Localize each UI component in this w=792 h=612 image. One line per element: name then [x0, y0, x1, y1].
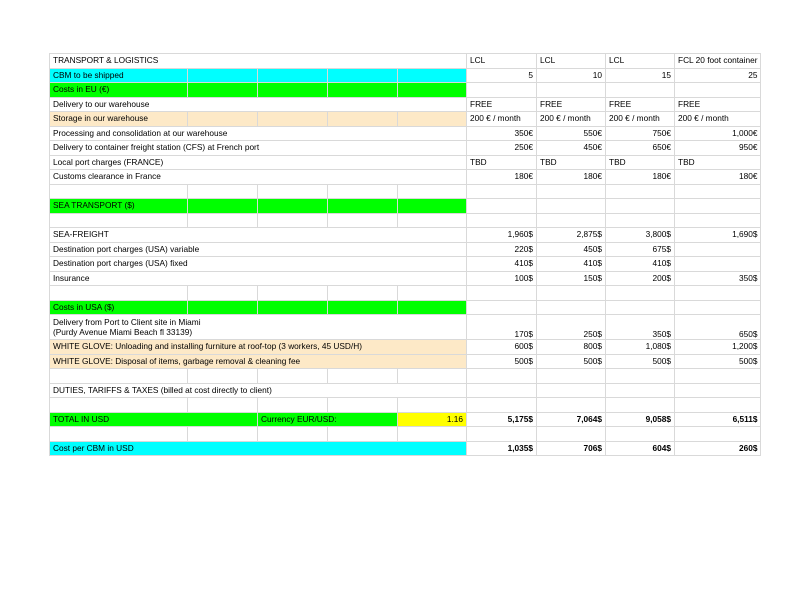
- cell: 250€: [467, 141, 537, 156]
- cell: 950€: [675, 141, 761, 156]
- cell: 1,080$: [606, 340, 675, 355]
- row-label: Storage in our warehouse: [50, 112, 188, 127]
- header-row: [50, 54, 761, 69]
- spacer-row: [50, 184, 761, 199]
- row-label: [50, 315, 467, 340]
- cell: 200 € / month: [467, 112, 537, 127]
- cell: 750€: [606, 126, 675, 141]
- cell: TBD: [675, 155, 761, 170]
- cell: TBD: [467, 155, 537, 170]
- logistics-cost-sheet: [49, 53, 761, 456]
- cell: 200 € / month: [675, 112, 761, 127]
- cell: 180€: [537, 170, 606, 185]
- row-label: Local port charges (FRANCE): [50, 155, 467, 170]
- cell: 650$: [675, 315, 761, 340]
- cell: FREE: [675, 97, 761, 112]
- per-cbm-value: 706$: [537, 441, 606, 456]
- cell: FREE: [606, 97, 675, 112]
- cbm-row: [50, 68, 761, 83]
- eu-section-row: [50, 83, 761, 98]
- cell: 500$: [467, 354, 537, 369]
- col-header-3: LCL: [606, 54, 675, 69]
- row-label: Destination port charges (USA) variable: [50, 242, 467, 257]
- cell: 800$: [537, 340, 606, 355]
- total-label: TOTAL IN USD: [50, 412, 258, 427]
- cell: 180€: [606, 170, 675, 185]
- cell: FREE: [467, 97, 537, 112]
- row-label-line-2: (Purdy Avenue Miami Beach fl 33139): [53, 327, 193, 337]
- spacer-row: [50, 427, 761, 442]
- spacer-row: [50, 286, 761, 301]
- col-header-2: LCL: [537, 54, 606, 69]
- cell: 180€: [467, 170, 537, 185]
- table-row: [50, 141, 761, 156]
- total-value: 7,064$: [537, 412, 606, 427]
- total-row: [50, 412, 761, 427]
- table-row: [50, 242, 761, 257]
- table-row: [50, 383, 761, 398]
- table-row: [50, 315, 761, 340]
- sea-section-title: SEA TRANSPORT ($): [50, 199, 188, 214]
- per-cbm-value: 604$: [606, 441, 675, 456]
- cell: 3,800$: [606, 228, 675, 243]
- cell: 600$: [467, 340, 537, 355]
- row-label: Customs clearance in France: [50, 170, 467, 185]
- row-label: DUTIES, TARIFFS & TAXES (billed at cost directly to client): [50, 383, 467, 398]
- sea-section-row: [50, 199, 761, 214]
- cell: [675, 242, 761, 257]
- cell: 100$: [467, 271, 537, 286]
- cell: 550€: [537, 126, 606, 141]
- row-label: WHITE GLOVE: Disposal of items, garbage removal & cleaning fee: [50, 354, 467, 369]
- table-row: [50, 340, 761, 355]
- cell: 2,875$: [537, 228, 606, 243]
- cell: 350€: [467, 126, 537, 141]
- cbm-value-1: 5: [467, 68, 537, 83]
- sheet-title: TRANSPORT & LOGISTICS: [50, 54, 467, 69]
- spacer-row: [50, 398, 761, 413]
- spacer-row: [50, 369, 761, 384]
- per-cbm-value: 1,035$: [467, 441, 537, 456]
- cell: 200$: [606, 271, 675, 286]
- row-label: Destination port charges (USA) fixed: [50, 257, 467, 272]
- table-row: [50, 228, 761, 243]
- row-label-line-1: Delivery from Port to Client site in Miami: [53, 317, 201, 327]
- cell: 450€: [537, 141, 606, 156]
- row-label: Insurance: [50, 271, 467, 286]
- cell: TBD: [537, 155, 606, 170]
- cell: 220$: [467, 242, 537, 257]
- eu-section-title: Costs in EU (€): [50, 83, 188, 98]
- table-row: [50, 354, 761, 369]
- cell: 200 € / month: [537, 112, 606, 127]
- cell: 1,690$: [675, 228, 761, 243]
- cell: 500$: [675, 354, 761, 369]
- total-value: 6,511$: [675, 412, 761, 427]
- cell: 150$: [537, 271, 606, 286]
- exchange-rate: 1.16: [398, 412, 467, 427]
- cell: 410$: [606, 257, 675, 272]
- col-header-4: FCL 20 foot container: [675, 54, 761, 69]
- cbm-value-4: 25: [675, 68, 761, 83]
- cbm-label: CBM to be shipped: [50, 68, 188, 83]
- total-value: 9,058$: [606, 412, 675, 427]
- usa-section-title: Costs in USA ($): [50, 300, 188, 315]
- cell: 1,000€: [675, 126, 761, 141]
- usa-section-row: [50, 300, 761, 315]
- cell: 675$: [606, 242, 675, 257]
- cell: 410$: [467, 257, 537, 272]
- cell: 410$: [537, 257, 606, 272]
- cbm-value-2: 10: [537, 68, 606, 83]
- cell: FREE: [537, 97, 606, 112]
- table-row: [50, 155, 761, 170]
- cell: 200 € / month: [606, 112, 675, 127]
- cell: 500$: [537, 354, 606, 369]
- col-header-1: LCL: [467, 54, 537, 69]
- cell: 650€: [606, 141, 675, 156]
- spacer-row: [50, 213, 761, 228]
- cbm-value-3: 15: [606, 68, 675, 83]
- currency-label: Currency EUR/USD:: [258, 412, 398, 427]
- total-value: 5,175$: [467, 412, 537, 427]
- cell: 450$: [537, 242, 606, 257]
- cell: 250$: [537, 315, 606, 340]
- cell: 180€: [675, 170, 761, 185]
- cell: TBD: [606, 155, 675, 170]
- cell: 350$: [675, 271, 761, 286]
- per-cbm-row: [50, 441, 761, 456]
- cell: 1,200$: [675, 340, 761, 355]
- table-row: [50, 97, 761, 112]
- cell: 350$: [606, 315, 675, 340]
- table-row: [50, 126, 761, 141]
- row-label: Delivery to container freight station (CFS) at French port: [50, 141, 467, 156]
- per-cbm-value: 260$: [675, 441, 761, 456]
- cell: 170$: [467, 315, 537, 340]
- cell: 500$: [606, 354, 675, 369]
- row-label: WHITE GLOVE: Unloading and installing furniture at roof-top (3 workers, 45 USD/H): [50, 340, 467, 355]
- table-row: [50, 112, 761, 127]
- cell: [675, 257, 761, 272]
- table-row: [50, 257, 761, 272]
- cell: 1,960$: [467, 228, 537, 243]
- row-label: Delivery to our warehouse: [50, 97, 467, 112]
- table-row: [50, 170, 761, 185]
- table-row: [50, 271, 761, 286]
- row-label: Processing and consolidation at our warehouse: [50, 126, 467, 141]
- per-cbm-label: Cost per CBM in USD: [50, 441, 467, 456]
- row-label: SEA-FREIGHT: [50, 228, 467, 243]
